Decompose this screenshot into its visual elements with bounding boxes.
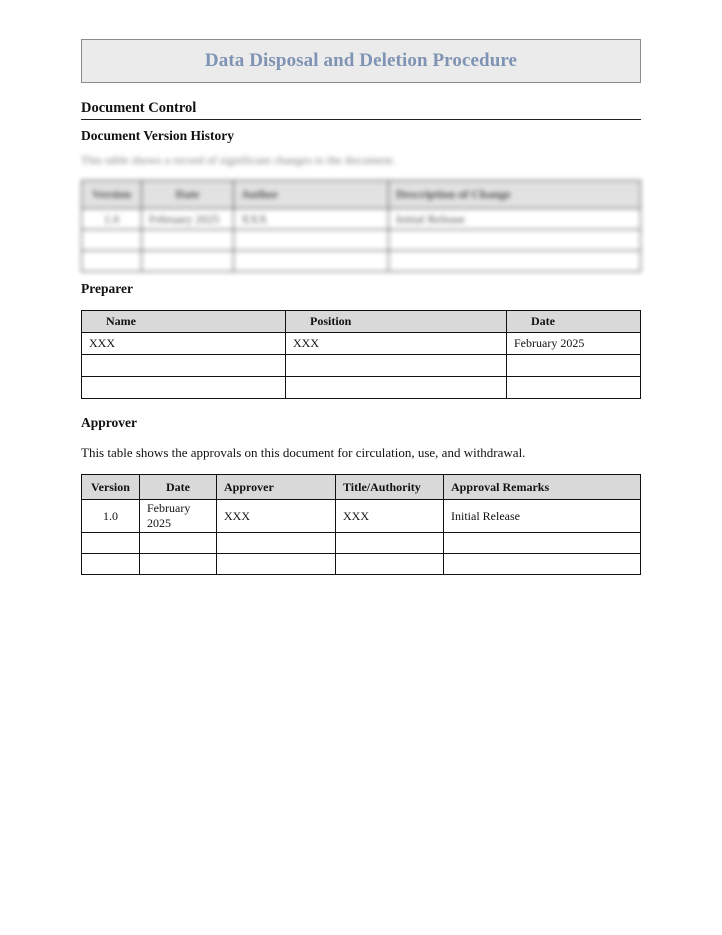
table-cell [389, 230, 641, 251]
table-row [82, 209, 641, 230]
column-header: Date [507, 311, 641, 333]
table-cell: February 2025 [142, 209, 234, 230]
column-header: Approval Remarks [444, 475, 641, 500]
redacted-version-history [81, 153, 641, 272]
table-header-row [82, 311, 641, 333]
title-banner [81, 39, 641, 83]
preparer-heading: Preparer [81, 281, 133, 296]
table-cell [234, 251, 389, 272]
table-cell [140, 533, 217, 554]
table-cell [142, 251, 234, 272]
document-title: Data Disposal and Deletion Procedure [204, 50, 518, 71]
version-history-note: This table shows a record of significant changes to the document. [81, 153, 396, 167]
document-control-heading: Document Control [81, 100, 641, 120]
table-cell [82, 554, 140, 575]
table-cell: XXX [286, 333, 507, 355]
document-page [81, 39, 641, 575]
table-row [82, 355, 641, 377]
table-cell [507, 377, 641, 399]
version-history-table [81, 180, 641, 272]
table-cell [82, 377, 286, 399]
table-cell [142, 230, 234, 251]
table-cell: Initial Release [444, 500, 641, 533]
approver-table [81, 474, 641, 575]
table-row [82, 554, 641, 575]
table-cell [82, 230, 142, 251]
table-row [82, 533, 641, 554]
table-cell [286, 377, 507, 399]
table-cell: XXX [82, 333, 286, 355]
column-header: Date [140, 475, 217, 500]
column-header: Approver [217, 475, 336, 500]
table-row [82, 251, 641, 272]
column-header: Date [142, 181, 234, 209]
column-header: Description of Change [389, 181, 641, 209]
table-cell: XXX [217, 500, 336, 533]
table-cell: XXX [336, 500, 444, 533]
table-row [82, 230, 641, 251]
table-row [82, 333, 641, 355]
table-cell [444, 554, 641, 575]
table-cell: February 2025 [507, 333, 641, 355]
table-cell [336, 554, 444, 575]
column-header: Version [82, 181, 142, 209]
table-cell: 1.0 [82, 209, 142, 230]
table-header-row [82, 181, 641, 209]
table-cell [82, 251, 142, 272]
table-cell: Initial Release [389, 209, 641, 230]
table-cell [336, 533, 444, 554]
table-cell [507, 355, 641, 377]
table-cell [389, 251, 641, 272]
table-cell [140, 554, 217, 575]
table-cell [82, 355, 286, 377]
column-header: Author [234, 181, 389, 209]
table-cell [444, 533, 641, 554]
table-cell [234, 230, 389, 251]
approver-heading: Approver [81, 415, 137, 430]
table-cell: 1.0 [82, 500, 140, 533]
column-header: Title/Authority [336, 475, 444, 500]
approver-description: This table shows the approvals on this document for circulation, use, and withdrawal. [81, 445, 526, 460]
column-header: Position [286, 311, 507, 333]
table-row [82, 377, 641, 399]
column-header: Version [82, 475, 140, 500]
table-cell [286, 355, 507, 377]
table-cell: February 2025 [140, 500, 217, 533]
table-cell [217, 533, 336, 554]
table-cell [217, 554, 336, 575]
table-row [82, 500, 641, 533]
table-cell: XXX [234, 209, 389, 230]
table-cell [82, 533, 140, 554]
table-header-row [82, 475, 641, 500]
preparer-table [81, 310, 641, 399]
version-history-heading: Document Version History [81, 128, 234, 143]
column-header: Name [82, 311, 286, 333]
